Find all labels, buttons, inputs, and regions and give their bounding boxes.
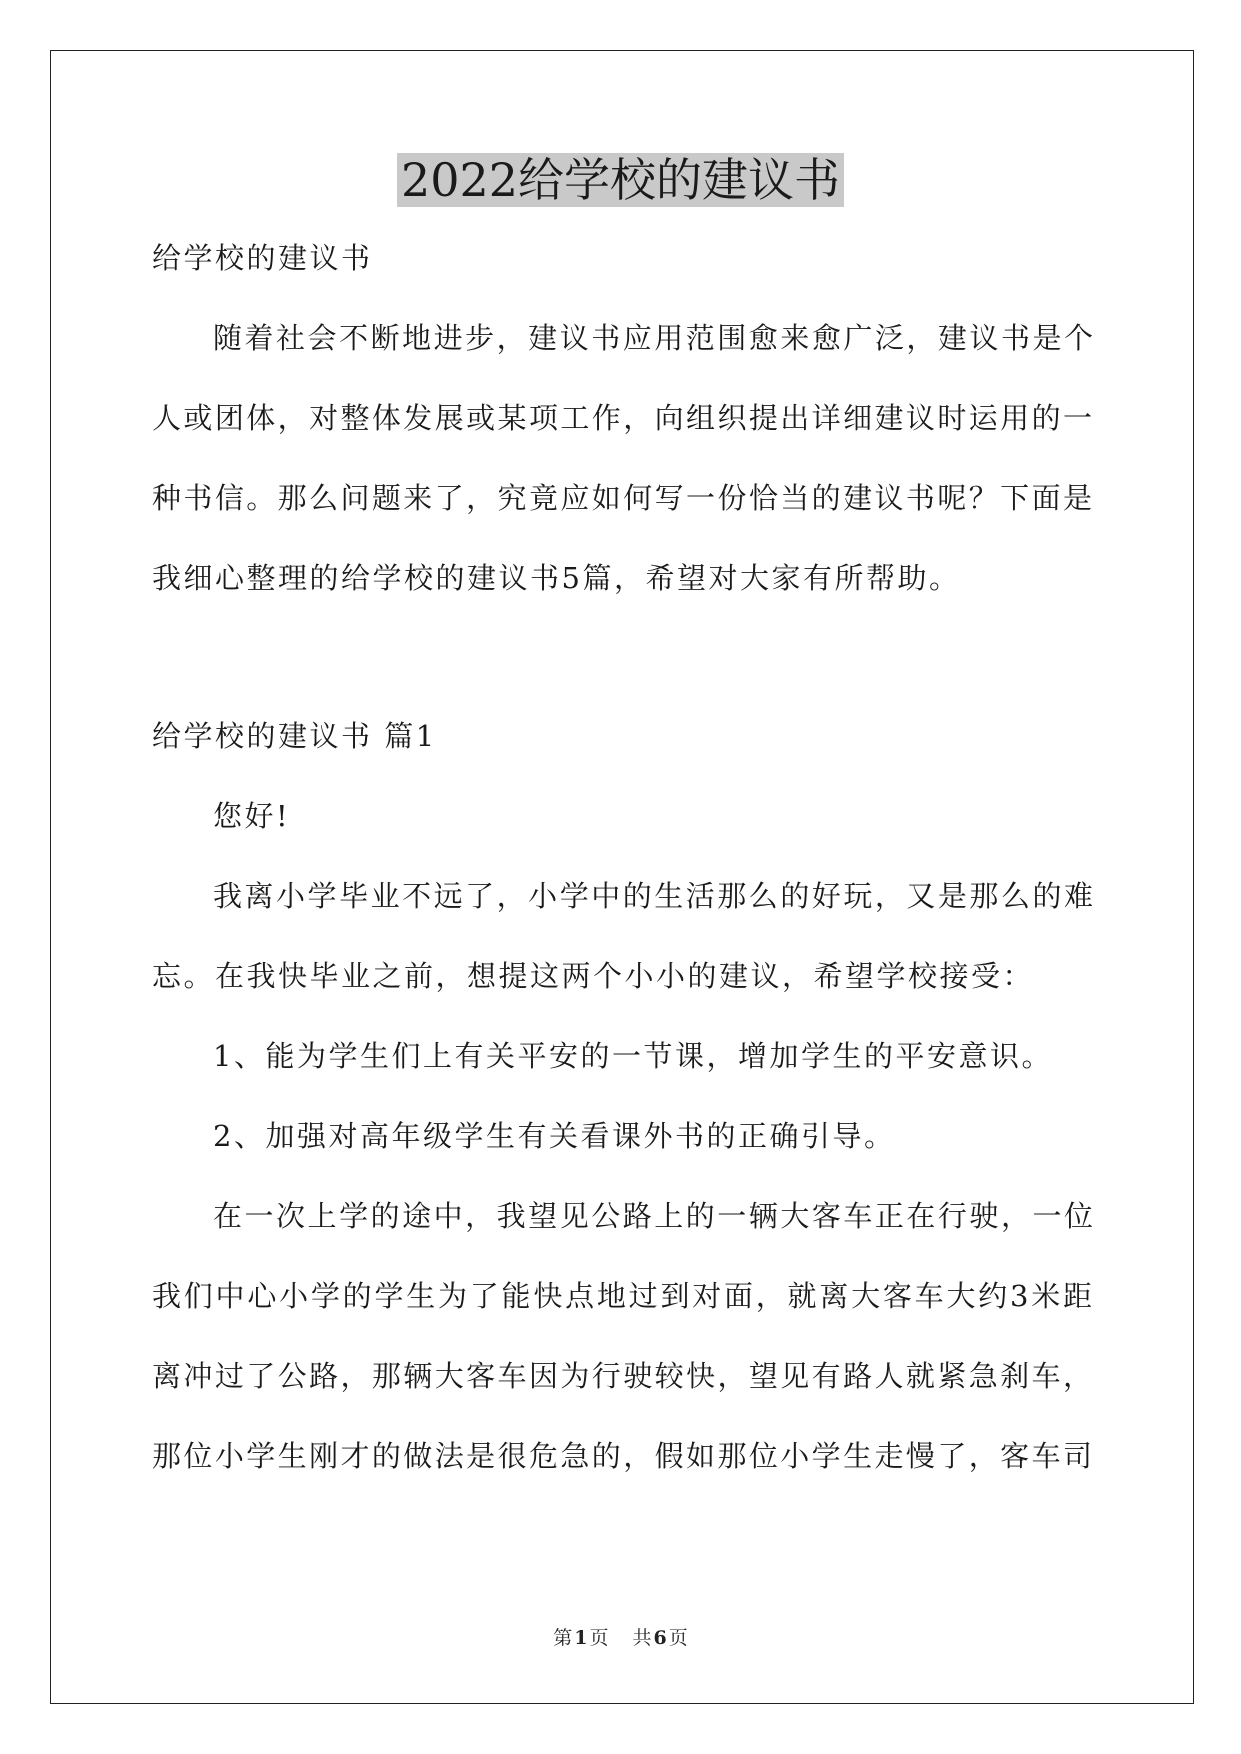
intro-line-3: 种书信。那么问题来了，究竟应如何写一份恰当的建议书呢？下面是 — [152, 481, 1092, 515]
greeting: 您好! — [213, 799, 291, 833]
document-title-text: 2022给学校的建议书 — [397, 153, 844, 207]
footer-total-prefix: 共 — [632, 1627, 652, 1649]
intro-line-4: 我细心整理的给学校的建议书5篇，希望对大家有所帮助。 — [152, 561, 961, 595]
body-line-2: 忘。在我快毕业之前，想提这两个小小的建议，希望学校接受： — [152, 959, 1035, 993]
footer-prefix: 第 — [553, 1627, 573, 1649]
body-line-3: 1、能为学生们上有关平安的一节课，增加学生的平安意识。 — [213, 1039, 1053, 1073]
footer-suffix: 页 — [668, 1627, 688, 1649]
body-line-5: 在一次上学的途中，我望见公路上的一辆大客车正在行驶，一位 — [213, 1199, 1093, 1233]
footer-current-page: 1 — [574, 1627, 588, 1649]
body-line-7: 离冲过了公路，那辆大客车因为行驶较快，望见有路人就紧急刹车， — [152, 1359, 1092, 1393]
body-line-4: 2、加强对高年级学生有关看课外书的正确引导。 — [213, 1119, 896, 1153]
footer-total-pages: 6 — [653, 1627, 667, 1649]
intro-line-2: 人或团体，对整体发展或某项工作，向组织提出详细建议时运用的一 — [152, 401, 1092, 435]
footer-mid: 页 — [589, 1627, 609, 1649]
page-footer — [0, 1626, 1241, 1650]
subtitle: 给学校的建议书 — [152, 241, 373, 275]
section-heading: 给学校的建议书 篇1 — [152, 719, 437, 753]
body-line-6: 我们中心小学的学生为了能快点地过到对面，就离大客车大约3米距 — [152, 1279, 1092, 1313]
body-line-1: 我离小学毕业不远了，小学中的生活那么的好玩，又是那么的难 — [213, 879, 1093, 913]
document-title — [0, 148, 1241, 212]
body-line-8: 那位小学生刚才的做法是很危急的，假如那位小学生走慢了，客车司 — [152, 1439, 1092, 1473]
intro-line-1: 随着社会不断地进步，建议书应用范围愈来愈广泛，建议书是个 — [213, 321, 1093, 355]
